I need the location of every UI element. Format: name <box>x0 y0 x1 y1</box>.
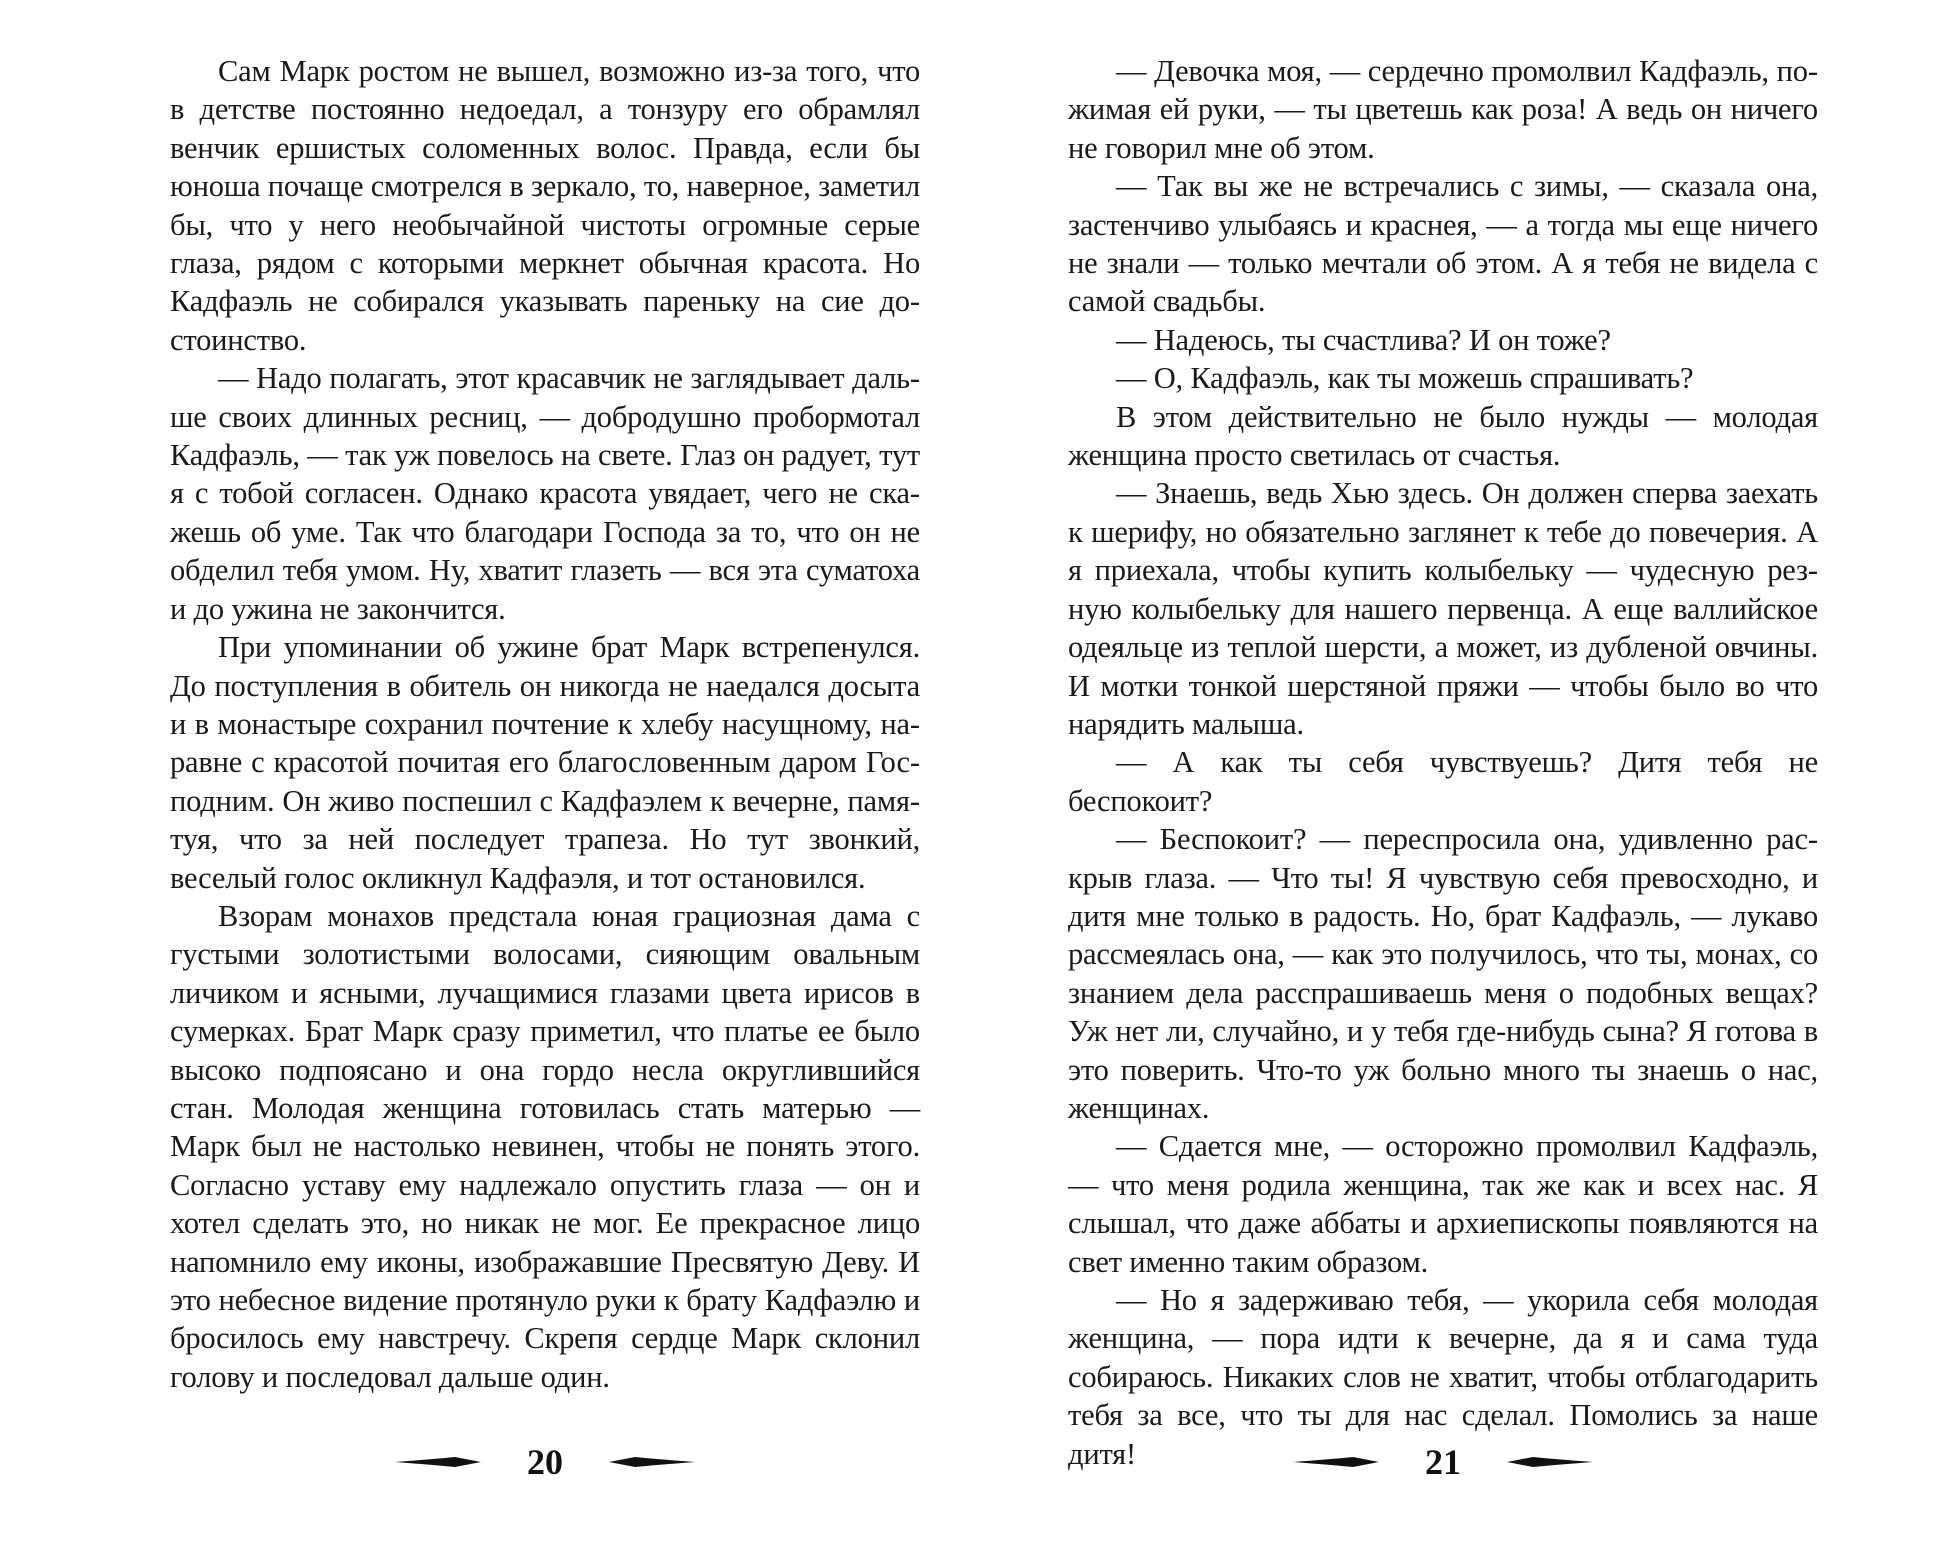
paragraph: — Но я задерживаю тебя, — укорила себя молодая женщина, — пора идти к вечерне, да я и сама туда собираюсь. Никаких слов не хватит, чтобы отблагодарить тебя за все, что ты для нас сделал. Помолись за наше дитя! <box>1068 1283 1818 1471</box>
right-page <box>1068 52 1818 1473</box>
right-page-folio <box>1068 1432 1818 1492</box>
page-number: 21 <box>1425 1442 1461 1482</box>
paragraph: — Сдается мне, — осторожно промолвил Кадфаэль, — что меня родила женщина, так же как и всех нас. Я слышал, что даже аббаты и архиепископы появляются на свет именно таким образом. <box>1068 1129 1818 1279</box>
paragraph: — Девочка моя, — сердечно промолвил Кадфаэль, пожимая ей руки, — ты цветешь как роза! А ведь он ничего не говорил мне об этом. <box>1068 54 1818 165</box>
right-page-text <box>1068 52 1818 1473</box>
paragraph: — Так вы же не встречались с зимы, — сказала она, застенчиво улыбаясь и краснея, — а тогда мы еще ничего не знали — только мечтали об этом. А я тебя не видела с самой свадьбы. <box>1068 169 1818 319</box>
left-page-text <box>170 52 920 1396</box>
page-number: 20 <box>527 1442 563 1482</box>
paragraph: При упоминании об ужине брат Марк встрепенулся. До поступления в обитель он никогда не наедался досыта и в монастыре сохранил почтение к хлебу насущному, наравне с красотой почитая его благословенным даром Господним. Он живо поспешил с Кадфаэлем к вечерне, памятуя, что за ней последует трапеза. Но тут звонкий, веселый голос окликнул Кадфаэля, и тот остановился. <box>170 630 920 895</box>
left-page <box>170 52 920 1396</box>
left-page-folio <box>170 1432 920 1492</box>
paragraph: — Надо полагать, этот красавчик не заглядывает дальше своих длинных ресниц, — добродушно пробормотал Кадфаэль, — так уж повелось на свете. Глаз он радует, тут я с тобой согласен. Однако красота увядает, чего не скажешь об уме. Так что благодари Господа за то, что он не обделил тебя умом. Ну, хватит глазеть — вся эта суматоха и до ужина не закончится. <box>170 361 920 626</box>
paragraph: — Знаешь, ведь Хью здесь. Он должен сперва заехать к шерифу, но обязательно заглянет к тебе до повечерия. А я приехала, чтобы купить колыбельку — чудесную резную колыбельку для нашего первенца. А еще валлийское одеяльце из теплой шерсти, а может, из дубленой овчины. И мотки тонкой шерстяной пряжи — чтобы было во что нарядить малыша. <box>1068 476 1818 741</box>
ornament-left-arrow-icon <box>395 1454 481 1470</box>
paragraph: — О, Кадфаэль, как ты можешь спрашивать? <box>1116 361 1694 396</box>
paragraph: В этом действительно не было нужды — молодая женщина просто светилась от счастья. <box>1068 399 1818 473</box>
paragraph: Взорам монахов предстала юная грациозная дама с густыми золотистыми волосами, сияющим овальным личиком и ясными, лучащимися глазами цвета ирисов в сумерках. Брат Марк сразу приметил, что платье ее было высоко подпоясано и она гордо несла округлившийся стан. Молодая женщина готовилась стать матерью — Марк был не настолько невинен, чтобы не понять этого. Согласно уставу ему надлежало опустить глаза — он и хотел сделать это, но никак не мог. Ее прекрасное лицо напомнило ему иконы, изображавшие Пресвятую Деву. И это небесное видение протянуло руки к брату Кадфаэлю и бросилось ему навстречу. Скрепя сердце Марк склонил голову и последовал дальше один. <box>170 898 920 1394</box>
ornament-left-arrow-icon <box>1293 1454 1379 1470</box>
paragraph: — Надеюсь, ты счастлива? И он тоже? <box>1116 322 1611 357</box>
ornament-right-arrow-icon <box>609 1454 695 1470</box>
paragraph: Сам Марк ростом не вышел, возможно из-за того, что в детстве постоянно недоедал, а тонзуру его обрамлял венчик ершистых соломенных волос. Правда, если бы юноша почаще смотрелся в зеркало, то, наверное, заметил бы, что у него необычайной чистоты огромные серые глаза, рядом с которыми меркнет обычная красота. Но Кадфаэль не собирался указывать пареньку на сие достоинство. <box>170 54 920 357</box>
paragraph: — А как ты себя чувствуешь? Дитя тебя не беспокоит? <box>1068 745 1818 818</box>
paragraph: — Беспокоит? — переспросила она, удивленно раскрыв глаза. — Что ты! Я чувствую себя превосходно, и дитя мне только в радость. Но, брат Кадфаэль, — лукаво рассмеялась она, — как это получилось, что ты, монах, со знанием дела расспрашиваешь меня о подобных вещах? Уж нет ли, случайно, и у тебя где-нибудь сына? Я готова в это поверить. Что-то уж больно много ты знаешь о нас, женщинах. <box>1068 822 1818 1125</box>
ornament-right-arrow-icon <box>1507 1454 1593 1470</box>
